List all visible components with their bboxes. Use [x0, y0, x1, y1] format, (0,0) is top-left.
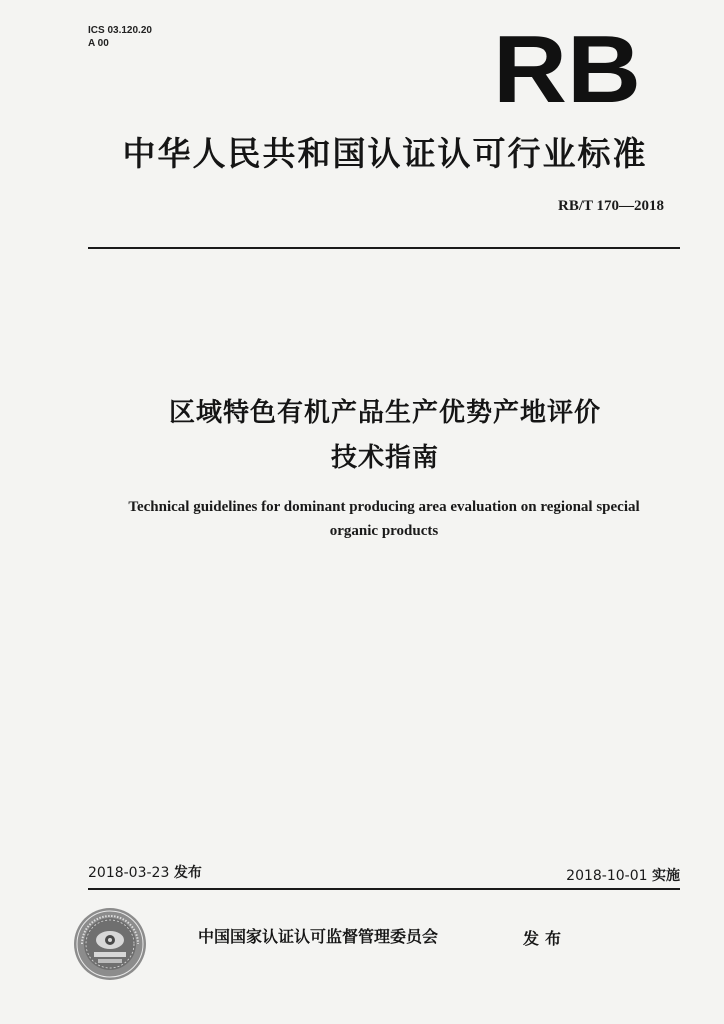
cnca-seal-icon — [72, 906, 148, 982]
implementation-date-value: 2018-10-01 — [566, 868, 648, 884]
rb-logo-text: RB — [493, 30, 641, 110]
title-en-line1: Technical guidelines for dominant producing area evaluation on regional special — [128, 499, 640, 515]
classification-codes — [88, 24, 152, 50]
title-zh-line1: 区域特色有机产品生产优势产地评价 — [168, 398, 601, 428]
rb-logo — [492, 30, 642, 110]
issue-date-value: 2018-03-23 — [88, 865, 170, 881]
standard-number: RB/T 170—2018 — [558, 198, 664, 214]
title-en-line2: organic products — [329, 523, 439, 539]
standard-category: 中华人民共和国认证认可行业标准 — [122, 134, 648, 173]
ccs-code: A 00 — [88, 38, 109, 49]
title-zh-line2: 技术指南 — [330, 443, 439, 473]
publisher-action: 发布 — [523, 929, 568, 948]
implementation-date-label: 实施 — [652, 868, 680, 884]
issue-date — [88, 862, 202, 882]
footer-divider — [88, 888, 680, 890]
implementation-date — [566, 865, 680, 885]
publisher-name: 中国国家认证认可监督管理委员会 — [198, 927, 439, 946]
header-divider — [88, 247, 680, 249]
issue-date-label: 发布 — [173, 865, 202, 881]
ics-code: ICS 03.120.20 — [88, 25, 152, 36]
